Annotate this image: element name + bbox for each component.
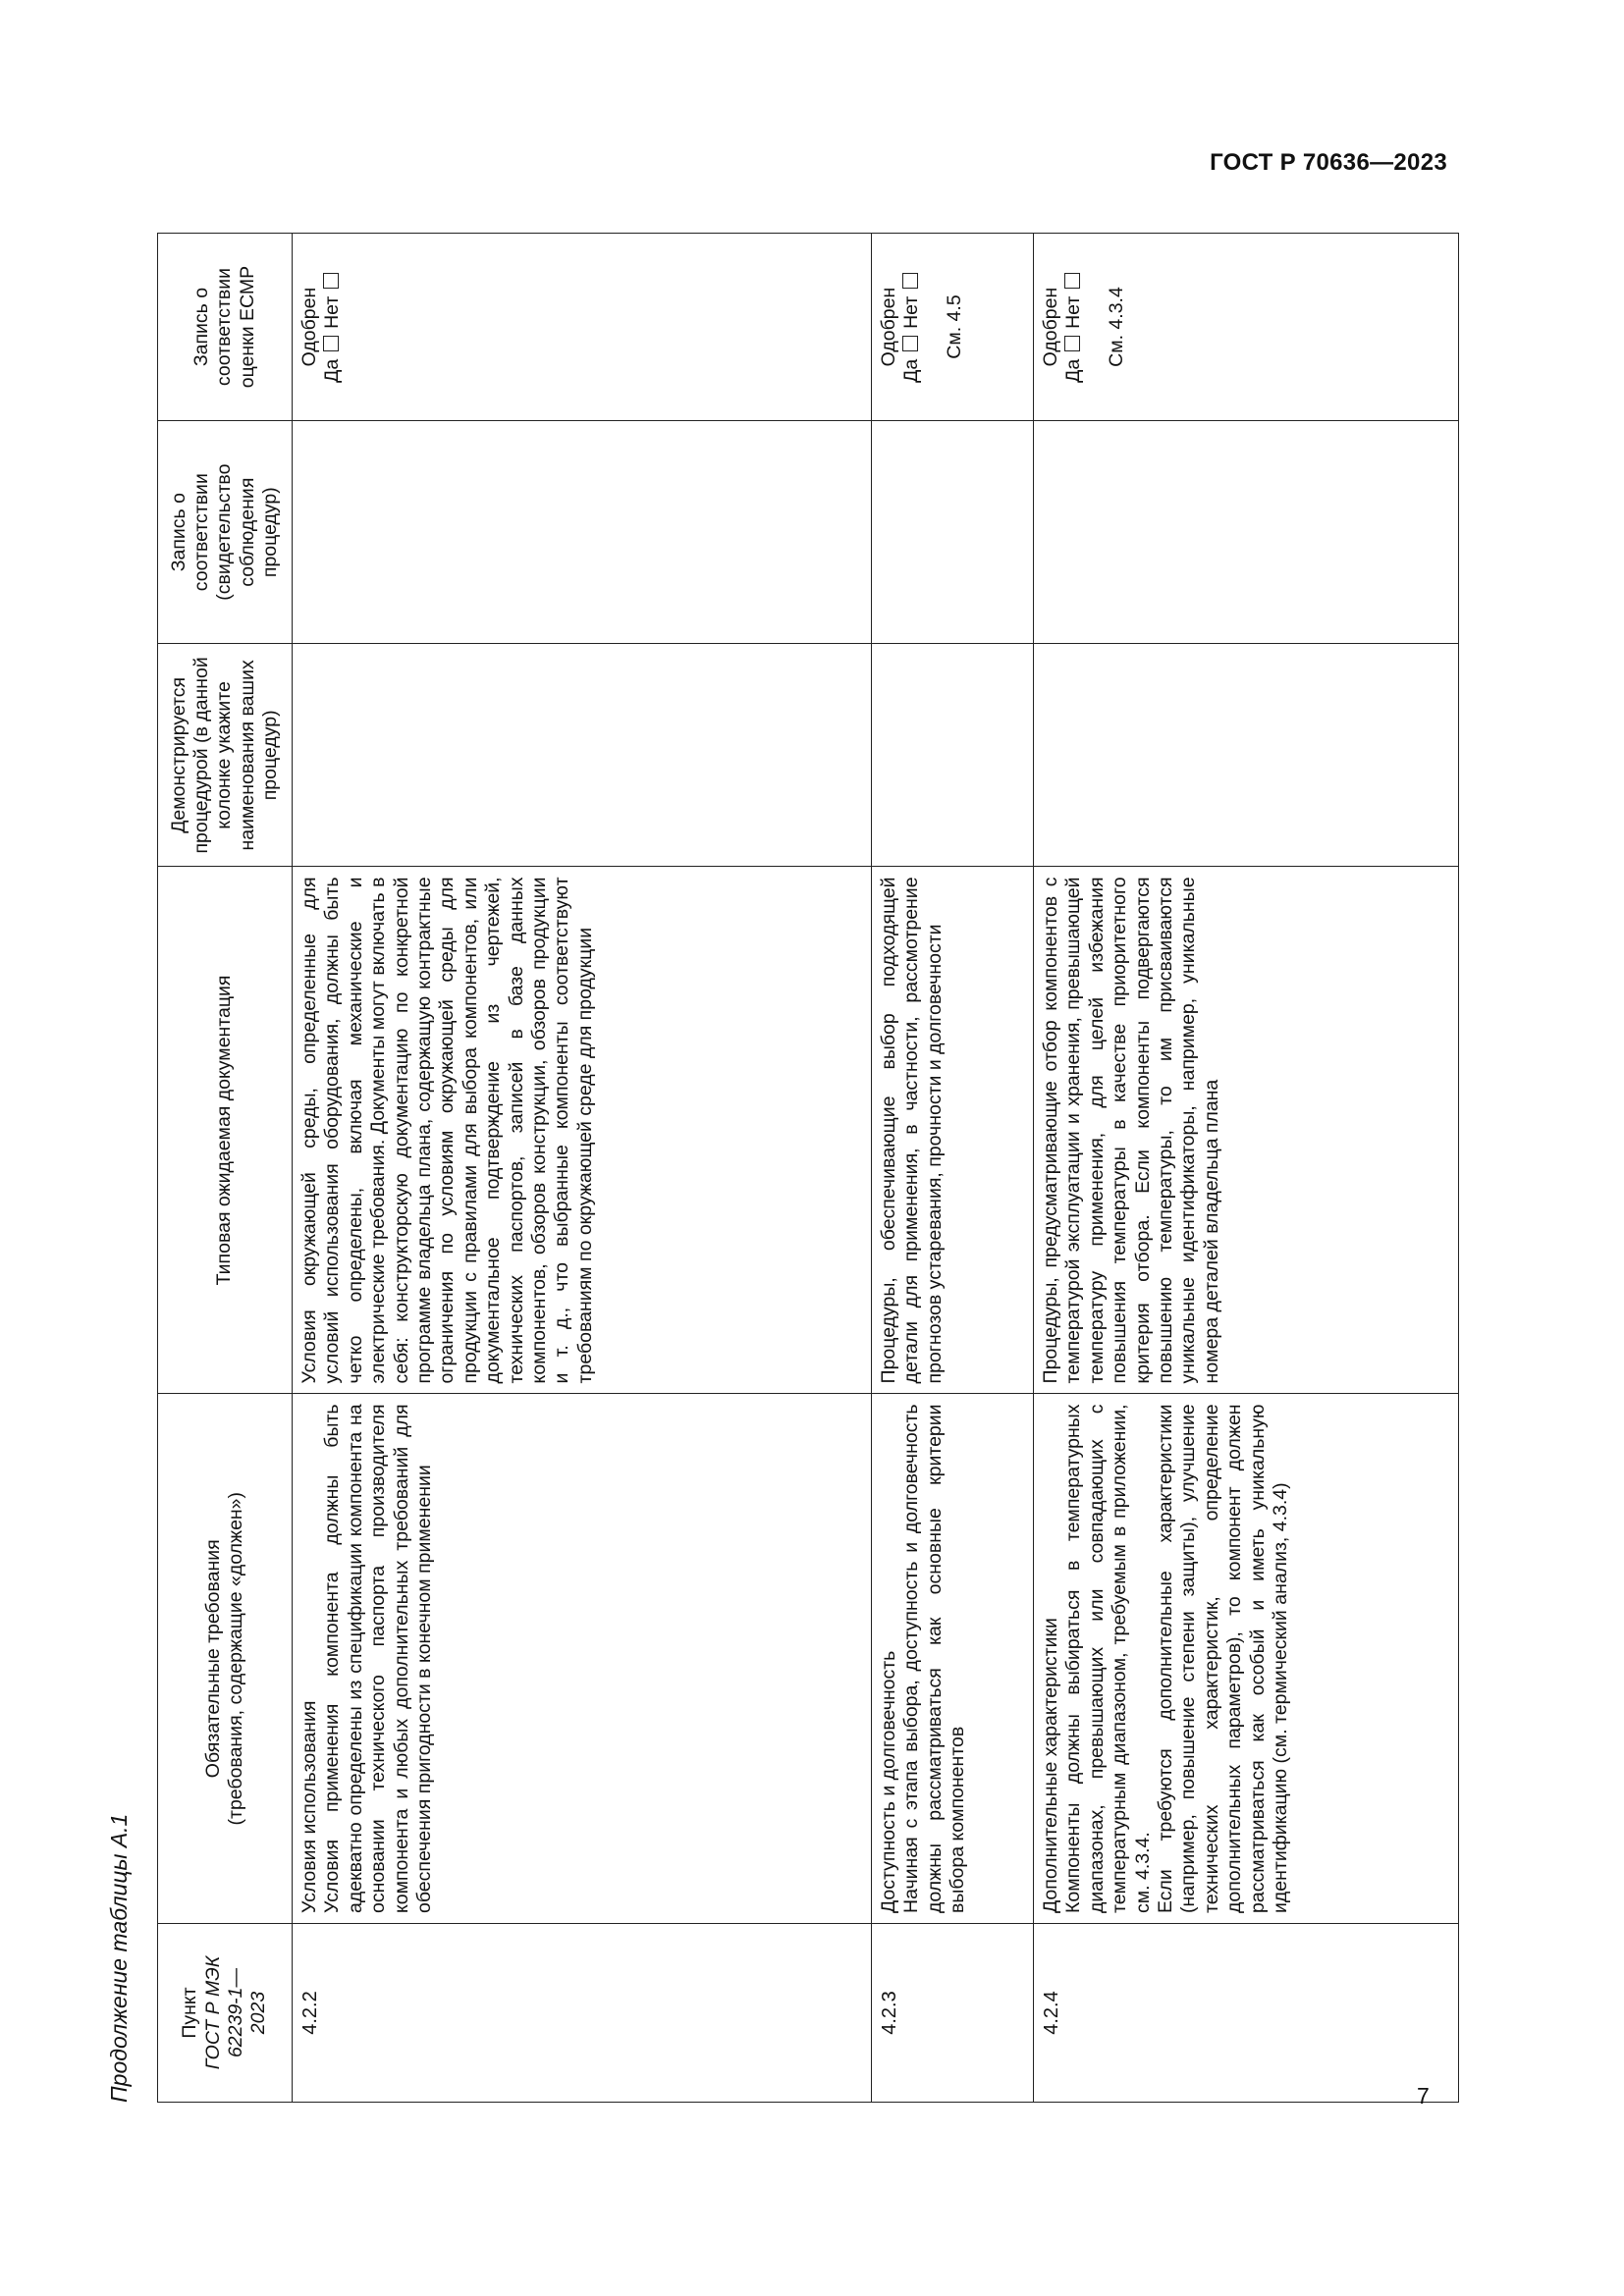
procedure-cell[interactable] xyxy=(872,644,1034,867)
table-row xyxy=(1034,234,1459,2103)
requirement-cell: Дополнительные характеристики Компоненты должны выбираться в температурных диапазонах, превышающих или совпадающих с температурным диапазоном, требуемым в приложении, см. 4.3.4. Если требуются дополнительные характеристики (например, повышение степени защиты), улучшение технических характеристик, определение дополнительных параметров), то компонент должен рассматриваться как особый и иметь уникальную идентификацию (см. термический анализ, 4.3.4) xyxy=(1034,1394,1459,1924)
yes-label: Да xyxy=(321,358,344,383)
page-number: 7 xyxy=(1417,2083,1430,2109)
header-ecmr-record: Запись о соответствии оценки ЕСМР xyxy=(158,234,293,421)
header-clause: Пункт ГОСТ Р МЭК 62239-1— 2023 xyxy=(158,1924,293,2103)
compliance-record-cell[interactable] xyxy=(1034,421,1459,644)
procedure-cell[interactable] xyxy=(293,644,872,867)
no-checkbox[interactable] xyxy=(323,273,339,289)
table-row xyxy=(293,234,872,2103)
ecmr-approval-cell xyxy=(293,234,872,421)
rotated-table-block xyxy=(106,233,1446,2103)
approved-label: Одобрен xyxy=(298,287,320,367)
compliance-record-cell[interactable] xyxy=(293,421,872,644)
approved-label: Одобрен xyxy=(1040,287,1061,367)
clause-cell: 4.2.4 xyxy=(1034,1924,1459,2103)
documentation-cell: Процедуры, предусматривающие отбор компонентов с температурой эксплуатации и хранения, превышающей температуру применения, для целей избежания повышения температуры в качестве приоритетного критерия отбора. Если компоненты подвергаются повышению температуры, то им присваиваются уникальные идентификаторы, например, уникальные номера деталей владельца плана xyxy=(1034,867,1459,1394)
no-label: Нет xyxy=(1062,295,1085,329)
requirement-cell: Условия использования Условия применения компонента должны быть адекватно определены из спецификации компонента на основании технического паспорта производителя компонента и любых дополнительных требований для обеспечения пригодности в конечном применении xyxy=(293,1394,872,1924)
header-documentation: Типовая ожидаемая документация xyxy=(158,867,293,1394)
see-reference: См. 4.5 xyxy=(943,294,965,359)
table-row xyxy=(872,234,1034,2103)
see-reference: См. 4.3.4 xyxy=(1105,287,1127,367)
header-requirements: Обязательные требования (требования, содержащие «должен») xyxy=(158,1394,293,1924)
document-designation: ГОСТ Р 70636—2023 xyxy=(1210,149,1447,176)
requirement-cell: Доступность и долговечность Начиная с этапа выбора, доступность и долговечность должны рассматриваться как основные критерии выбора компонентов xyxy=(872,1394,1034,1924)
clause-cell: 4.2.2 xyxy=(293,1924,872,2103)
yes-checkbox[interactable] xyxy=(902,336,918,351)
ecmr-approval-cell xyxy=(872,234,1034,421)
documentation-cell: Условия окружающей среды, определенные для условий использования оборудования, должны быть четко определены, включая механические и электрические требования. Документы могут включать в себя: конструкторскую документацию по конкретной программе владельца плана, содержащую контрактные ограничения по условиям окружающей среды для продукции с правилами для выбора компонентов, или документальное подтверждение из чертежей, технических паспортов, записей в базе данных компонентов, обзоров конструкции, обзоров продукции и т. д., что выбранные компоненты соответствуют требованиям по окружающей среде для продукции xyxy=(293,867,872,1394)
procedure-cell[interactable] xyxy=(1034,644,1459,867)
header-compliance-record: Запись о соответствии (свидетельство соблюдения процедур) xyxy=(158,421,293,644)
no-label: Нет xyxy=(900,295,923,329)
compliance-record-cell[interactable] xyxy=(872,421,1034,644)
requirements-table xyxy=(157,233,1459,2103)
yes-checkbox[interactable] xyxy=(1064,336,1080,351)
yes-label: Да xyxy=(1062,358,1085,383)
approved-label: Одобрен xyxy=(878,287,899,367)
no-checkbox[interactable] xyxy=(902,273,918,289)
no-label: Нет xyxy=(321,295,344,329)
header-procedure: Демонстрируется процедурой (в данной колонке укажите наименования ваших процедур) xyxy=(158,644,293,867)
ecmr-approval-cell xyxy=(1034,234,1459,421)
table-caption: Продолжение таблицы А.1 xyxy=(106,1813,132,2103)
no-checkbox[interactable] xyxy=(1064,273,1080,289)
yes-label: Да xyxy=(900,358,923,383)
documentation-cell: Процедуры, обеспечивающие выбор подходящей детали для применения, в частности, рассмотрение прогнозов устаревания, прочности и долговечности xyxy=(872,867,1034,1394)
clause-cell: 4.2.3 xyxy=(872,1924,1034,2103)
table-header-row xyxy=(158,234,293,2103)
yes-checkbox[interactable] xyxy=(323,336,339,351)
